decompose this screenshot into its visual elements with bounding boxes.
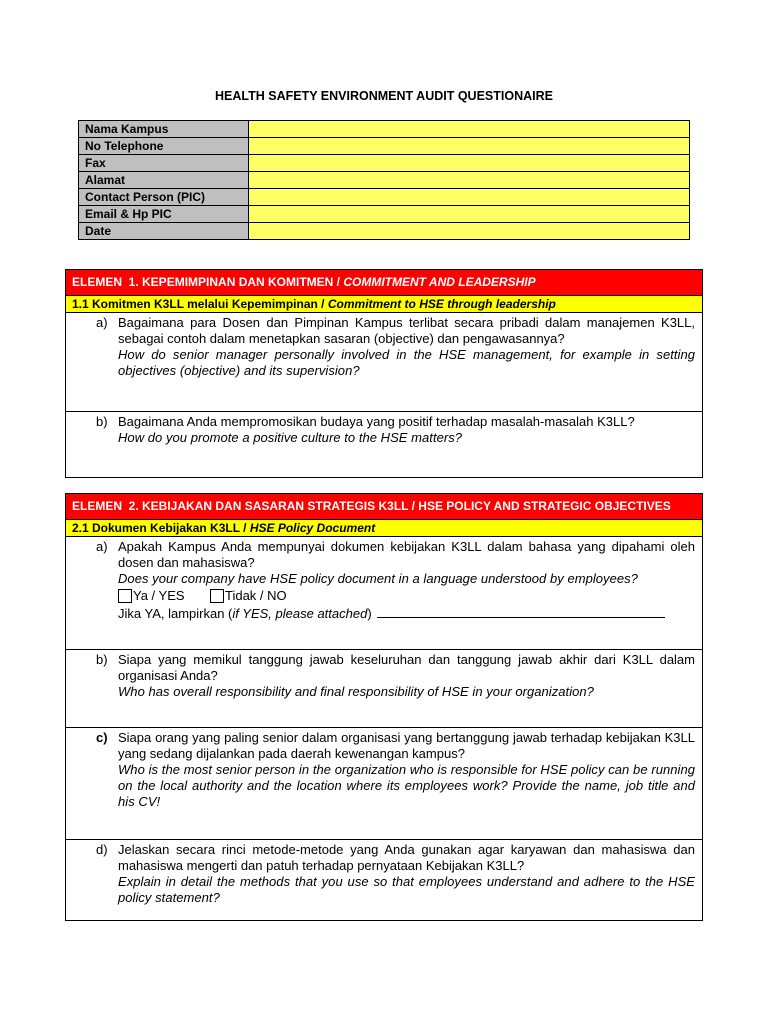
element-1-title-en: COMMITMENT AND LEADERSHIP <box>343 275 536 289</box>
no-checkbox[interactable] <box>210 589 224 603</box>
subelement-1-1-header <box>66 296 702 313</box>
question-text-en: Who is the most senior person in the organization who is responsible for HSE policy can be running on the local authority and the location where its employees work? Provide the name, job title and his CV! <box>118 762 695 809</box>
email-hp-field[interactable] <box>249 206 690 223</box>
page-title: HEALTH SAFETY ENVIRONMENT AUDIT QUESTIONAIRE <box>215 89 553 103</box>
info-row-nama-kampus <box>79 121 690 138</box>
question-body <box>118 842 695 920</box>
subelement-1-1-title-id: 1.1 Komitmen K3LL melalui Kepemimpinan / <box>72 296 325 311</box>
question-body <box>118 652 695 727</box>
question-2-1-c <box>66 728 702 840</box>
question-body <box>118 414 695 477</box>
no-checkbox-label: Tidak / NO <box>225 588 287 603</box>
info-label: Alamat <box>79 172 249 189</box>
attachment-instruction <box>118 605 695 621</box>
question-marker: a) <box>96 539 108 554</box>
nama-kampus-field[interactable] <box>249 121 690 138</box>
info-row-alamat <box>79 172 690 189</box>
question-text-id: Bagaimana Anda mempromosikan budaya yang positif terhadap masalah-masalah K3LL? <box>118 414 635 429</box>
question-2-1-b <box>66 650 702 728</box>
question-text-id: Jelaskan secara rinci metode-metode yang Anda gunakan agar karyawan dan mahasiswa dan mahasiswa mengerti dan patuh terhadap pernyataan Kebijakan K3LL? <box>118 842 695 873</box>
date-field[interactable] <box>249 223 690 240</box>
attachment-italic: if YES, please attached <box>232 606 368 621</box>
campus-info-table <box>78 120 690 240</box>
info-row-no-telephone <box>79 138 690 155</box>
question-text-id: Bagaimana para Dosen dan Pimpinan Kampus terlibat secara pribadi dalam manajemen K3LL, sebagai contoh dalam menetapkan sasaran (objective) dan pengawasannya? <box>118 315 695 346</box>
subelement-2-1-header <box>66 520 702 537</box>
yes-no-options <box>118 587 695 605</box>
alamat-field[interactable] <box>249 172 690 189</box>
info-row-contact-person <box>79 189 690 206</box>
element-1-title <box>72 275 536 290</box>
question-marker: d) <box>96 842 108 857</box>
subelement-2-1-title-en: HSE Policy Document <box>249 520 376 535</box>
element-2-header <box>66 494 702 520</box>
no-telephone-field[interactable] <box>249 138 690 155</box>
info-row-fax <box>79 155 690 172</box>
element-1-header <box>66 270 702 296</box>
question-text-en: Explain in detail the methods that you use so that employees understand and adhere to the HSE policy statement? <box>118 874 695 905</box>
question-marker: b) <box>96 652 108 667</box>
question-1-1-a <box>66 313 702 412</box>
info-row-email-hp <box>79 206 690 223</box>
question-text-id: Siapa orang yang paling senior dalam organisasi yang bertanggung jawab terhadap kebijakan K3LL yang sedang dijalankan pada daerah kewenangan kampus? <box>118 730 695 761</box>
info-label: Date <box>79 223 249 240</box>
subelement-2-1-title <box>72 521 375 536</box>
info-label: Contact Person (PIC) <box>79 189 249 206</box>
question-body <box>118 539 695 649</box>
question-text-en: Does your company have HSE policy document in a language understood by employees? <box>118 571 638 586</box>
subelement-1-1-title <box>72 297 556 312</box>
fax-field[interactable] <box>249 155 690 172</box>
info-label: Fax <box>79 155 249 172</box>
option-yes[interactable] <box>118 588 210 604</box>
element-1-title-id: ELEMEN 1. KEPEMIMPINAN DAN KOMITMEN / <box>72 275 341 289</box>
element-2-title <box>72 499 671 514</box>
question-marker: a) <box>96 315 108 330</box>
question-marker: b) <box>96 414 108 429</box>
question-text-en: How do you promote a positive culture to the HSE matters? <box>118 430 463 445</box>
question-2-1-a <box>66 537 702 650</box>
attachment-suffix: ) <box>367 606 372 621</box>
option-no[interactable] <box>210 588 287 604</box>
element-2-section <box>65 493 703 921</box>
yes-checkbox[interactable] <box>118 589 132 603</box>
info-label: No Telephone <box>79 138 249 155</box>
info-label: Email & Hp PIC <box>79 206 249 223</box>
question-1-1-b <box>66 412 702 477</box>
attachment-prefix: Jika YA, lampirkan ( <box>118 606 233 621</box>
info-row-date <box>79 223 690 240</box>
element-2-title-id: ELEMEN 2. KEBIJAKAN DAN SASARAN STRATEGIS K3LL / <box>72 499 415 513</box>
question-text-en: How do senior manager personally involved in the HSE management, for example in setting objectives (objective) and its supervision? <box>118 347 695 378</box>
yes-checkbox-label: Ya / YES <box>133 588 185 603</box>
question-marker: c) <box>96 730 108 745</box>
info-label: Nama Kampus <box>79 121 249 138</box>
element-1-section <box>65 269 703 478</box>
question-text-id: Apakah Kampus Anda mempunyai dokumen kebijakan K3LL dalam bahasa yang dipahami oleh dosen dan mahasiswa? <box>118 539 695 570</box>
question-text-id: Siapa yang memikul tanggung jawab keseluruhan dan tanggung jawab akhir dari K3LL dalam organisasi Anda? <box>118 652 695 683</box>
element-2-title-en: HSE POLICY AND STRATEGIC OBJECTIVES <box>418 499 671 513</box>
attachment-blank-line[interactable] <box>377 605 665 618</box>
subelement-2-1-title-id: 2.1 Dokumen Kebijakan K3LL / <box>72 520 247 535</box>
question-text-en: Who has overall responsibility and final responsibility of HSE in your organization? <box>118 684 594 699</box>
question-2-1-d <box>66 840 702 920</box>
contact-person-field[interactable] <box>249 189 690 206</box>
subelement-1-1-title-en: Commitment to HSE through leadership <box>327 296 556 311</box>
question-body <box>118 315 695 411</box>
question-body <box>118 730 695 839</box>
